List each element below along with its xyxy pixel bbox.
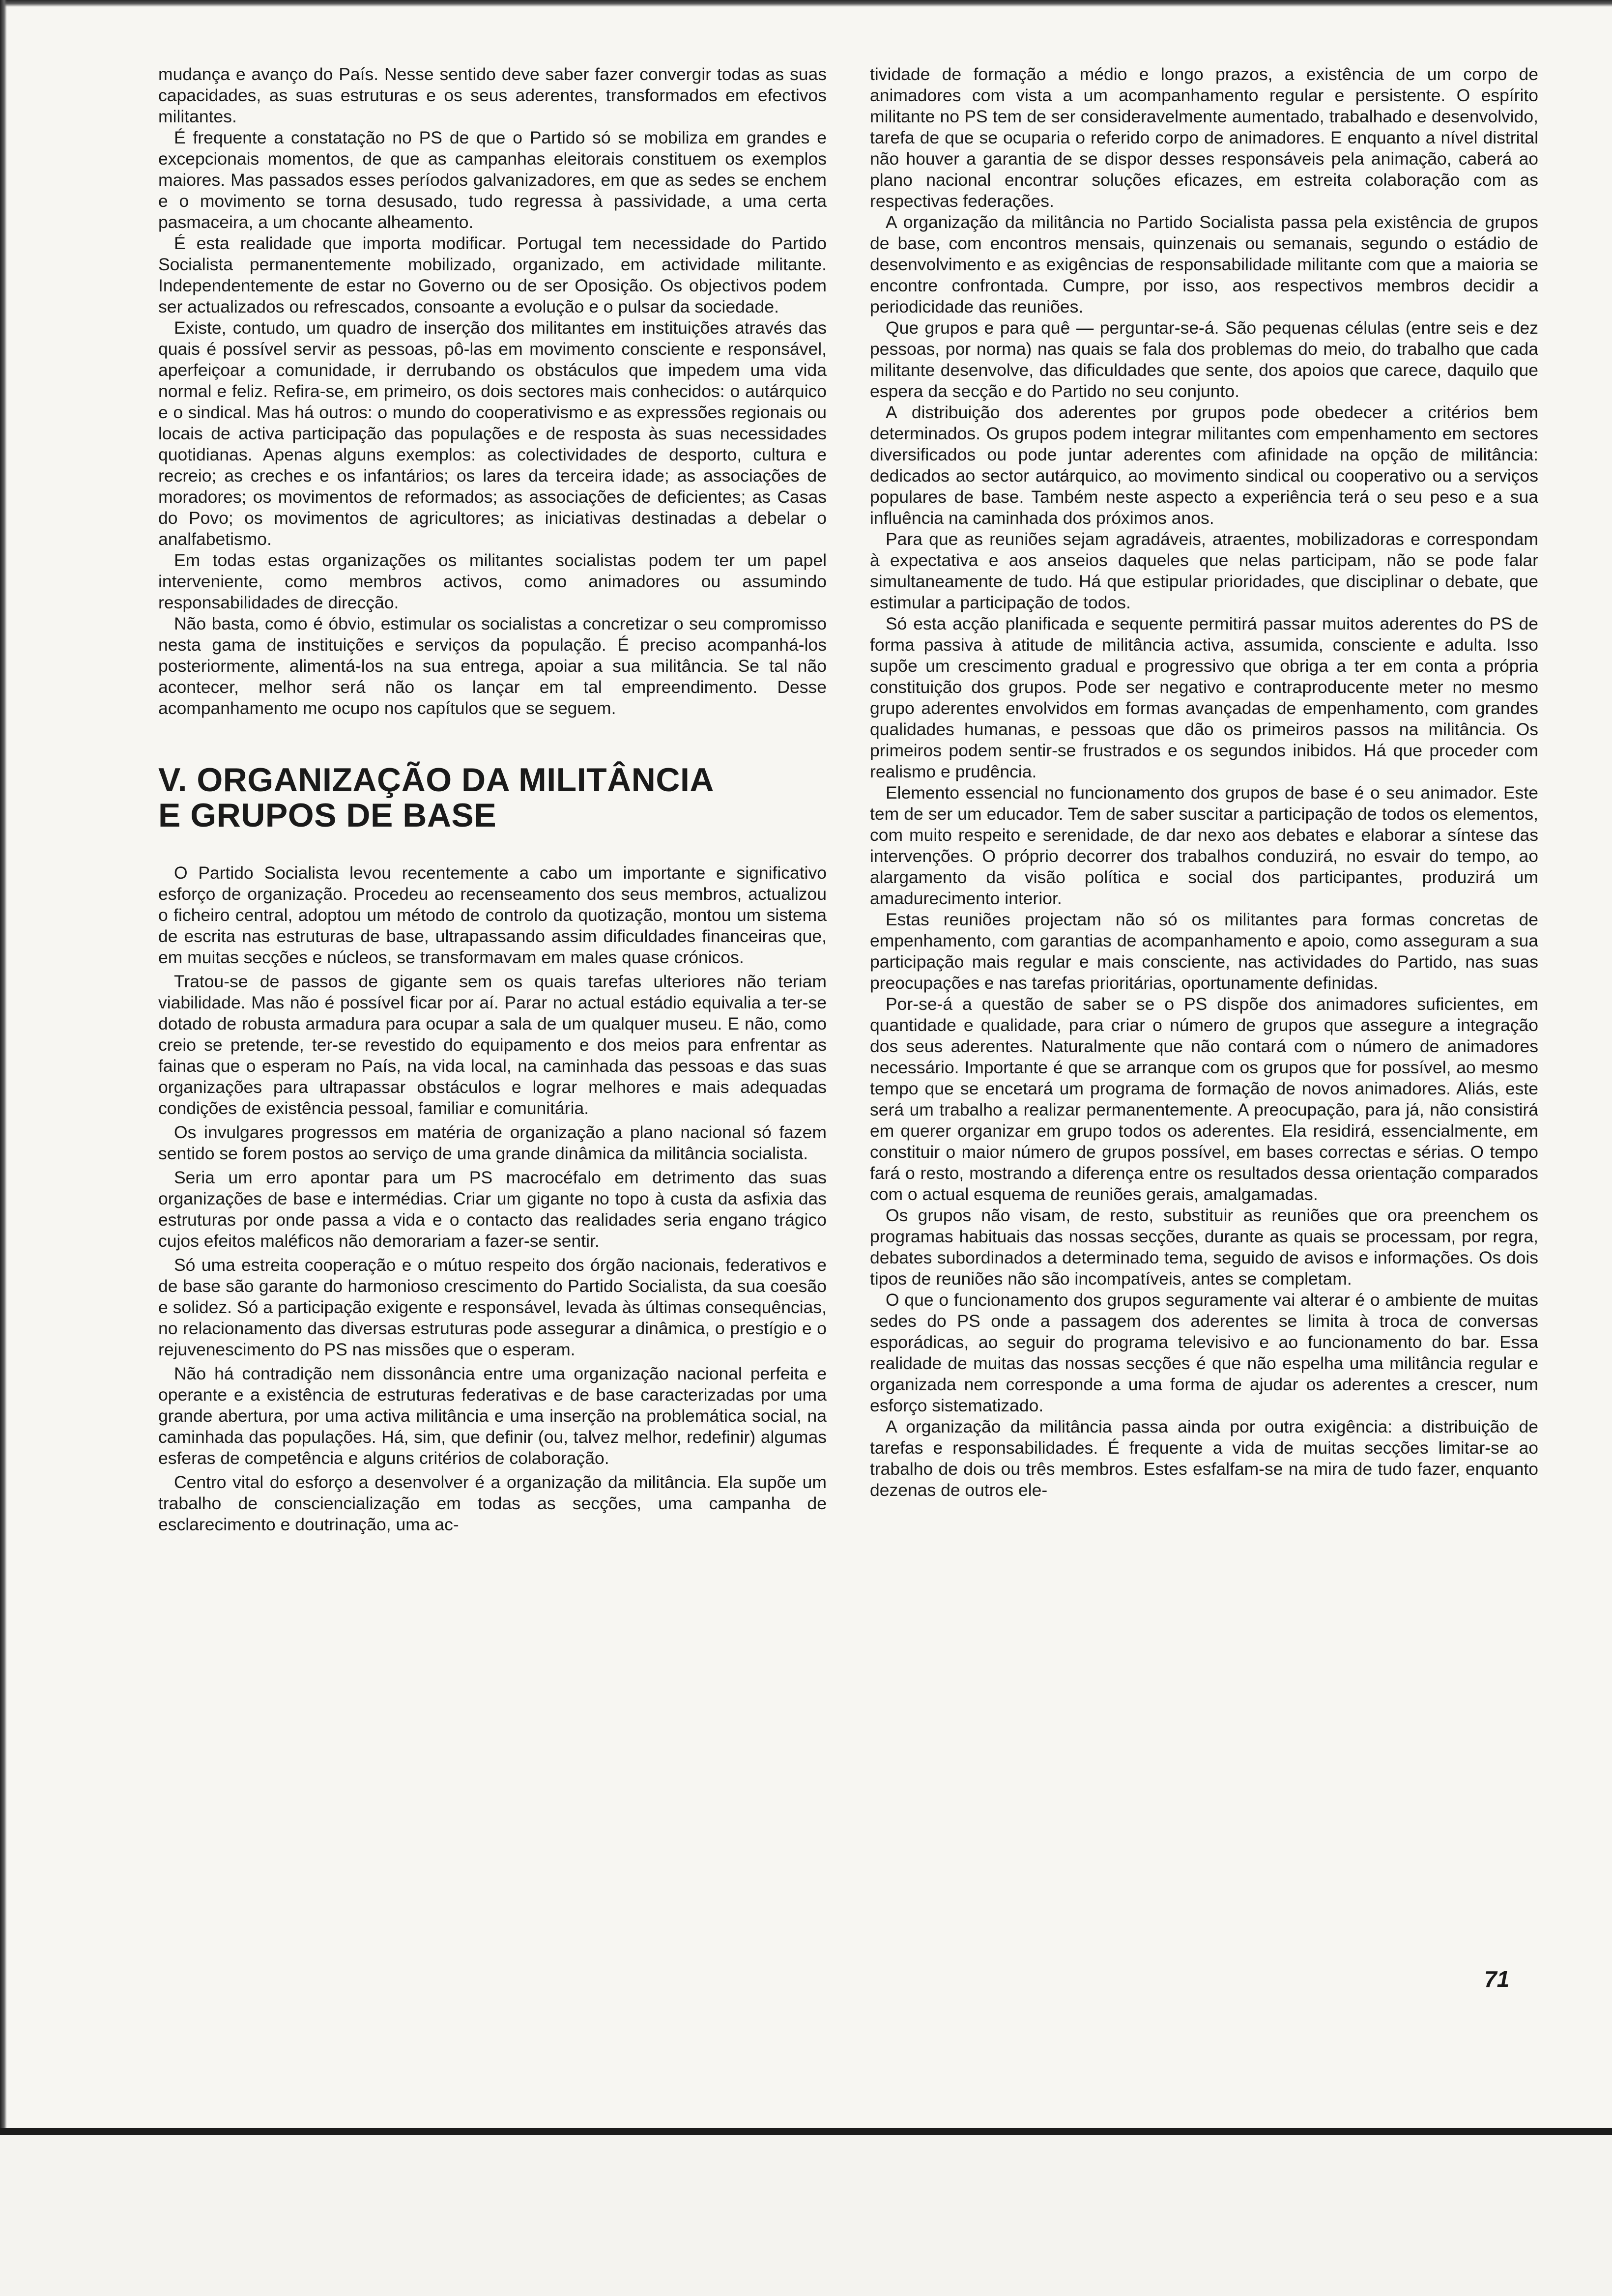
paragraph: Em todas estas organizações os militantes socialistas podem ter um papel interveniente, como membros activos, como animadores ou assumindo responsabilidades de direcção. (158, 550, 827, 612)
paragraph: A distribuição dos aderentes por grupos pode obedecer a critérios bem determinados. Os grupos podem integrar militantes com empenhamento em sectores diversificados ou pode juntar aderentes com afinidade na opção de militância: dedicados ao sector autárquico, ao movimento sindical ou cooperativo ou a serviços populares de base. Também neste aspecto a experiência terá o seu peso e a sua influência na caminhada dos próximos anos. (870, 402, 1538, 528)
paragraph: Estas reuniões projectam não só os militantes para formas concretas de empenhamento, com garantias de acompanhamento e apoio, como asseguram a sua participação mais regular e mais consciente, nas actividades do Partido, nas suas preocupações e nas tarefas prioritárias, oportunamente definidas. (870, 910, 1538, 993)
paragraph: O Partido Socialista levou recentemente a cabo um importante e significativo esforço de organização. Procedeu ao recenseamento dos seus membros, actualizou o ficheiro central, adoptou um método de controlo da quotização, montou um sistema de escrita nas estruturas de base, ultrapassando assim dificuldades financeiras que, em muitas secções e núcleos, se transformavam em males quase crónicos. (158, 863, 827, 967)
paragraph: Existe, contudo, um quadro de inserção dos militantes em instituições através das quais é possível servir as pessoas, pô-las em movimento consciente e responsável, aperfeiçoar a comunidade, ir derrubando os obstáculos que impedem uma vida normal e feliz. Refira-se, em primeiro, os dois sectores mais conhecidos: o autárquico e o sindical. Mas há outros: o mundo do cooperativismo e as expressões regionais ou locais de activa participação das populações e de resposta às suas necessidades quotidianas. Apenas alguns exemplos: as colectividades de desporto, cultura e recreio; as creches e os infantários; os lares da terceira idade; as associações de moradores; os movimentos de reformados; as associações de deficientes; as Casas do Povo; os movimentos de agricultores; as iniciativas destinadas a debelar o analfabetismo. (158, 318, 827, 549)
paragraph: tividade de formação a médio e longo prazos, a existência de um corpo de animadores com vista a um acompanhamento regular e persistente. O espírito militante no PS tem de ser consideravelmente aumentado, trabalhado e desenvolvido, tarefa de que se ocuparia o referido corpo de animadores. E enquanto a nível distrital não houver a garantia de se dispor desses responsáveis pela animação, caberá ao plano nacional encontrar soluções eficazes, em estreita colaboração com as respectivas federações. (870, 64, 1538, 211)
page-top-edge (0, 0, 1612, 7)
paragraph: Só uma estreita cooperação e o mútuo respeito dos órgão nacionais, federativos e de base são garante do harmonioso crescimento do Partido Socialista, da sua coesão e solidez. Só a participação exigente e responsável, levada às últimas consequências, no relacionamento das diversas estruturas pode assegurar a dinâmica, o prestígio e o rejuvenescimento do PS nas missões que o esperam. (158, 1255, 827, 1359)
page-bottom-edge (0, 2128, 1612, 2135)
paragraph: Seria um erro apontar para um PS macrocéfalo em detrimento das suas organizações de base e intermédias. Criar um gigante no topo à custa da asfixia das estruturas por onde passa a vida e o contacto das realidades seria engano trágico cujos efeitos maléficos não demorariam a fazer-se sentir. (158, 1168, 827, 1251)
paragraph: Para que as reuniões sejam agradáveis, atraentes, mobilizadoras e correspondam à expectativa e aos anseios daqueles que nelas participam, não se pode falar simultaneamente de tudo. Há que estipular prioridades, que disciplinar o debate, que estimular a participação de todos. (870, 529, 1538, 612)
paragraph: A organização da militância passa ainda por outra exigência: a distribuição de tarefas e responsabilidades. É frequente a vida de muitas secções limitar-se ao trabalho de dois ou três membros. Estes esfalfam-se na mira de tudo fazer, enquanto dezenas de outros ele- (870, 1417, 1538, 1500)
paragraph: Por-se-á a questão de saber se o PS dispõe dos animadores suficientes, em quantidade e qualidade, para criar o número de grupos que assegure a integração dos seus aderentes. Naturalmente que não contará com o número de animadores necessário. Importante é que se arranque com os grupos que for possível, ao mesmo tempo que se encetará um programa de formação de novos animadores. Aliás, este será um trabalho a realizar permanentemente. A preocupação, para já, não consistirá em querer organizar em grupo todos os aderentes. Ela residirá, essencialmente, em constituir o maior número de grupos possível, em bases correctas e sérias. O tempo fará o resto, mostrando a diferença entre os resultados dessa orientação comparados com o actual esquema de reuniões gerais, amalgamadas. (870, 994, 1538, 1204)
paragraph: É esta realidade que importa modificar. Portugal tem necessidade do Partido Socialista permanentemente mobilizado, organizado, em actividade militante. Independentemente de estar no Governo ou de ser Oposição. Os objectivos podem ser actualizados ou refrescados, consoante a evolução e o pulsar da sociedade. (158, 233, 827, 316)
paragraph: Tratou-se de passos de gigante sem os quais tarefas ulteriores não teriam viabilidade. Mas não é possível ficar por aí. Parar no actual estádio equivalia a ter-se dotado de robusta armadura para ocupar a sala de um qualquer museu. E não, como creio se pretende, ter-se revestido do equipamento e dos meios para enfrentar as fainas que o esperam no País, na vida local, na caminhada das pessoas e das suas organizações para ultrapassar obstáculos e lograr melhores e mais adequadas condições de existência pessoal, familiar e comunitária. (158, 972, 827, 1118)
paragraph: Os invulgares progressos em matéria de organização a plano nacional só fazem sentido se forem postos ao serviço de uma grande dinâmica da militância socialista. (158, 1122, 827, 1163)
paragraph: A organização da militância no Partido Socialista passa pela existência de grupos de base, com encontros mensais, quinzenais ou semanais, segundo o estádio de desenvolvimento e as exigências de responsabilidade militante com que a maioria se encontre confrontada. Cumpre, por isso, aos respectivos membros decidir a periodicidade das reuniões. (870, 212, 1538, 316)
paragraph: mudança e avanço do País. Nesse sentido deve saber fazer convergir todas as suas capacidades, as suas estruturas e os seus aderentes, transformados em efectivos militantes. (158, 64, 827, 126)
page-left-edge (0, 0, 7, 2296)
page-number: 71 (1484, 1966, 1510, 1992)
paragraph: O que o funcionamento dos grupos seguramente vai alterar é o ambiente de muitas sedes do PS onde a passagem dos aderentes se limita à troca de conversas esporádicas, ao seguir do programa televisivo e ao funcionamento do bar. Essa realidade de muitas das nossas secções é que não espelha uma militância regular e organizada nem corresponde a uma forma de ajudar os aderentes a crescer, num esforço sistematizado. (870, 1290, 1538, 1415)
paragraph: Não há contradição nem dissonância entre uma organização nacional perfeita e operante e a existência de estruturas federativas e de base caracterizadas por uma grande abertura, por uma activa militância e uma inserção na problemática social, na caminhada das populações. Há, sim, que definir (ou, talvez melhor, redefinir) algumas esferas de competência e alguns critérios de colaboração. (158, 1364, 827, 1468)
section-heading-line1: V. ORGANIZAÇÃO DA MILITÂNCIA (158, 761, 714, 799)
paragraph: Os grupos não visam, de resto, substituir as reuniões que ora preenchem os programas habituais das nossas secções, durante as quais se processam, por regra, debates subordinados a determinado tema, seguido de avisos e informações. Os dois tipos de reuniões não são incompatíveis, antes se completam. (870, 1205, 1538, 1289)
right-column (870, 64, 1538, 1501)
paragraph: Não basta, como é óbvio, estimular os socialistas a concretizar o seu compromisso nesta gama de instituições e serviços da população. É preciso acompanhá-los posteriormente, alimentá-los na sua entrega, apoiar a sua militância. Se tal não acontecer, melhor será não os lançar em tal empreendimento. Desse acompanhamento me ocupo nos capítulos que se seguem. (158, 614, 827, 718)
section-heading-line2: E GRUPOS DE BASE (158, 797, 497, 834)
paragraph: É frequente a constatação no PS de que o Partido só se mobiliza em grandes e excepcionais momentos, de que as campanhas eleitorais constituem os exemplos maiores. Mas passados esses períodos galvanizadores, em que as sedes se enchem e o movimento se torna desusado, tudo regressa à passividade, a uma certa pasmaceira, a um chocante alheamento. (158, 128, 827, 232)
section-heading (158, 762, 827, 833)
paragraph: Só esta acção planificada e sequente permitirá passar muitos aderentes do PS de forma passiva à atitude de militância activa, assumida, consciente e adulta. Isso supõe um crescimento gradual e progressivo que obriga a ter em conta a própria constituição dos grupos. Pode ser negativo e contraproducente meter no mesmo grupo aderentes envolvidos em formas avançadas de empenhamento, com grandes qualidades humanas, e pessoas que dão os primeiros passos na militância. Os primeiros podem sentir-se frustrados e os segundos inibidos. Há que proceder com realismo e prudência. (870, 614, 1538, 781)
left-column (158, 64, 827, 1535)
paragraph: Centro vital do esforço a desenvolver é a organização da militância. Ela supõe um trabalho de consciencialização em todas as secções, uma campanha de esclarecimento e doutrinação, uma ac- (158, 1472, 827, 1534)
paragraph: Elemento essencial no funcionamento dos grupos de base é o seu animador. Este tem de ser um educador. Tem de saber suscitar a participação de todos os elementos, com muito respeito e serenidade, de dar nexo aos debates e elaborar a síntese das intervenções. O próprio decorrer dos trabalhos conduzirá, no esvair do tempo, ao alargamento da visão política e social dos participantes, produzirá um amadurecimento interior. (870, 783, 1538, 908)
background-below-page (0, 2135, 1612, 2296)
paragraph: Que grupos e para quê — perguntar-se-á. São pequenas células (entre seis e dez pessoas, por norma) nas quais se fala dos problemas do meio, do trabalho que cada militante desenvolve, das dificuldades que sente, dos apoios que carece, daquilo que espera da secção e do Partido no seu conjunto. (870, 318, 1538, 401)
